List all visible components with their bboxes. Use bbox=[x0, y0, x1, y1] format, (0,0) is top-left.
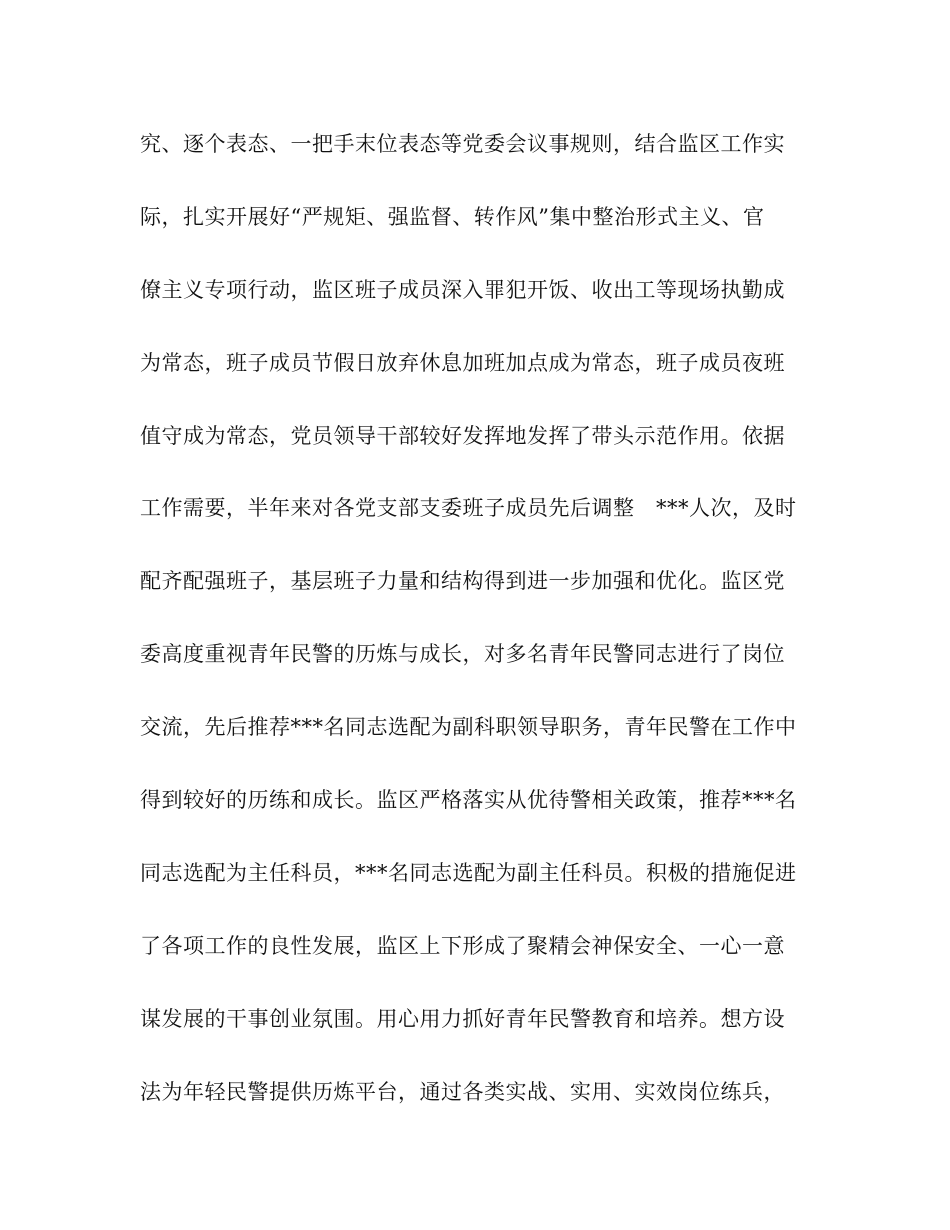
text-line-6: 工作需要，半年来对各党支部支委班子成员先后调整 ***人次，及时 bbox=[140, 496, 797, 521]
text-line-9: 交流，先后推荐***名同志选配为副科职领导职务，青年民警在工作中 bbox=[140, 715, 797, 740]
text-line-13: 谋发展的干事创业氛围。用心用力抓好青年民警教育和培养。想方设 bbox=[140, 1006, 785, 1031]
text-line-14: 法为年轻民警提供历炼平台，通过各类实战、实用、实效岗位练兵， bbox=[140, 1079, 785, 1104]
body-paragraph bbox=[140, 124, 820, 1144]
text-line-4: 为常态，班子成员节假日放弃休息加班加点成为常态，班子成员夜班 bbox=[140, 350, 785, 375]
text-line-12: 了各项工作的良性发展，监区上下形成了聚精会神保安全、一心一意 bbox=[140, 933, 785, 958]
text-line-3: 僚主义专项行动，监区班子成员深入罪犯开饭、收出工等现场执勤成 bbox=[140, 277, 785, 302]
text-line-7: 配齐配强班子，基层班子力量和结构得到进一步加强和优化。监区党 bbox=[140, 569, 785, 594]
text-line-10: 得到较好的历练和成长。监区严格落实从优待警相关政策，推荐***名 bbox=[140, 788, 797, 813]
text-line-11: 同志选配为主任科员，***名同志选配为副主任科员。积极的措施促进 bbox=[140, 860, 797, 885]
text-line-8: 委高度重视青年民警的历炼与成长，对多名青年民警同志进行了岗位 bbox=[140, 642, 785, 667]
text-line-5: 值守成为常态，党员领导干部较好发挥地发挥了带头示范作用。依据 bbox=[140, 423, 785, 448]
text-line-1: 究、逐个表态、一把手末位表态等党委会议事规则，结合监区工作实 bbox=[140, 132, 785, 156]
text-line-2: 际，扎实开展好“严规矩、强监督、转作风”集中整治形式主义、官 bbox=[140, 204, 765, 229]
